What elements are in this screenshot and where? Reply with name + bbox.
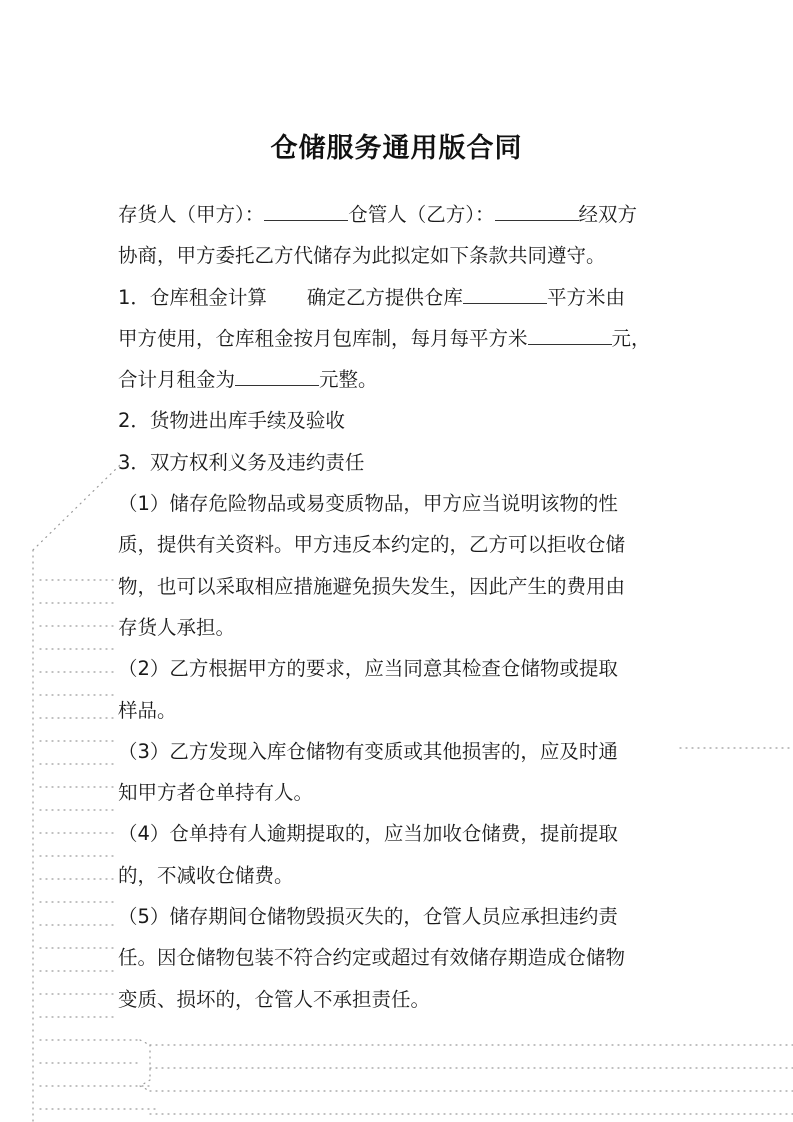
fill-blank-monthly-rent	[235, 367, 319, 386]
paragraph-line: 质，提供有关资料。甲方违反本约定的，乙方可以拒收仓储	[118, 533, 626, 557]
paragraph-line: 知甲方者仓单持有人。	[118, 781, 314, 805]
text-segment: 存货人（甲方）：	[118, 203, 265, 226]
paragraph-line: 的，不减收仓储费。	[118, 863, 294, 887]
text-segment: 平方米由	[546, 285, 625, 309]
text-segment: 元整。	[319, 368, 378, 392]
document-title: 仓储服务通用版合同	[270, 133, 523, 164]
section-heading-rights: 3．双方权利义务及违约责任	[118, 450, 365, 474]
paragraph-line	[118, 359, 690, 400]
text-segment: 协商，甲方委托乙方代储存为此拟定如下条款共同遵守。	[118, 244, 606, 268]
paragraph-line: 存货人承担。	[118, 615, 236, 639]
paragraph-line	[118, 318, 690, 359]
fill-blank-unit-price	[528, 326, 612, 345]
section-heading-rent: 1．仓库租金计算	[118, 285, 267, 309]
paragraph-line: 任。因仓储物包装不符合约定或超过有效储存期造成仓储物	[118, 946, 626, 970]
fill-blank-party-a	[264, 202, 348, 221]
paragraph-line: （4）仓单持有人逾期提取的，应当加收仓储费，提前提取	[118, 822, 618, 846]
text-segment: 确定乙方提供仓库	[306, 285, 463, 309]
text-segment: 甲方使用，仓库租金按月包库制，每月每平方米	[118, 326, 528, 350]
paragraph-line: 变质、损坏的，仓管人不承担责任。	[118, 987, 431, 1011]
paragraph-line: 物，也可以采取相应措施避免损失发生，因此产生的费用由	[118, 574, 626, 598]
paragraph-line: 样品。	[118, 698, 177, 722]
text-segment: 经双方	[578, 203, 638, 226]
paragraph-line	[118, 194, 690, 235]
paragraph-line	[118, 235, 690, 276]
paragraph-line: （5）储存期间仓储物毁损灭失的，仓管人员应承担违约责	[118, 905, 618, 929]
fill-blank-party-b	[495, 202, 579, 221]
text-segment: 元，	[611, 326, 651, 350]
fill-blank-area	[463, 285, 547, 304]
paragraph-line: （3）乙方发现入库仓储物有变质或其他损害的，应及时通	[118, 739, 618, 763]
contract-body	[118, 194, 690, 1020]
section-heading-goods: 2．货物进出库手续及验收	[118, 409, 345, 433]
paragraph-line: （2）乙方根据甲方的要求，应当同意其检查仓储物或提取	[118, 657, 618, 681]
paragraph-line: （1）储存危险物品或易变质物品，甲方应当说明该物的性	[118, 492, 618, 516]
text-segment: 仓管人（乙方）：	[348, 203, 495, 226]
text-segment: 合计月租金为	[118, 368, 236, 392]
paragraph-line	[118, 277, 690, 318]
